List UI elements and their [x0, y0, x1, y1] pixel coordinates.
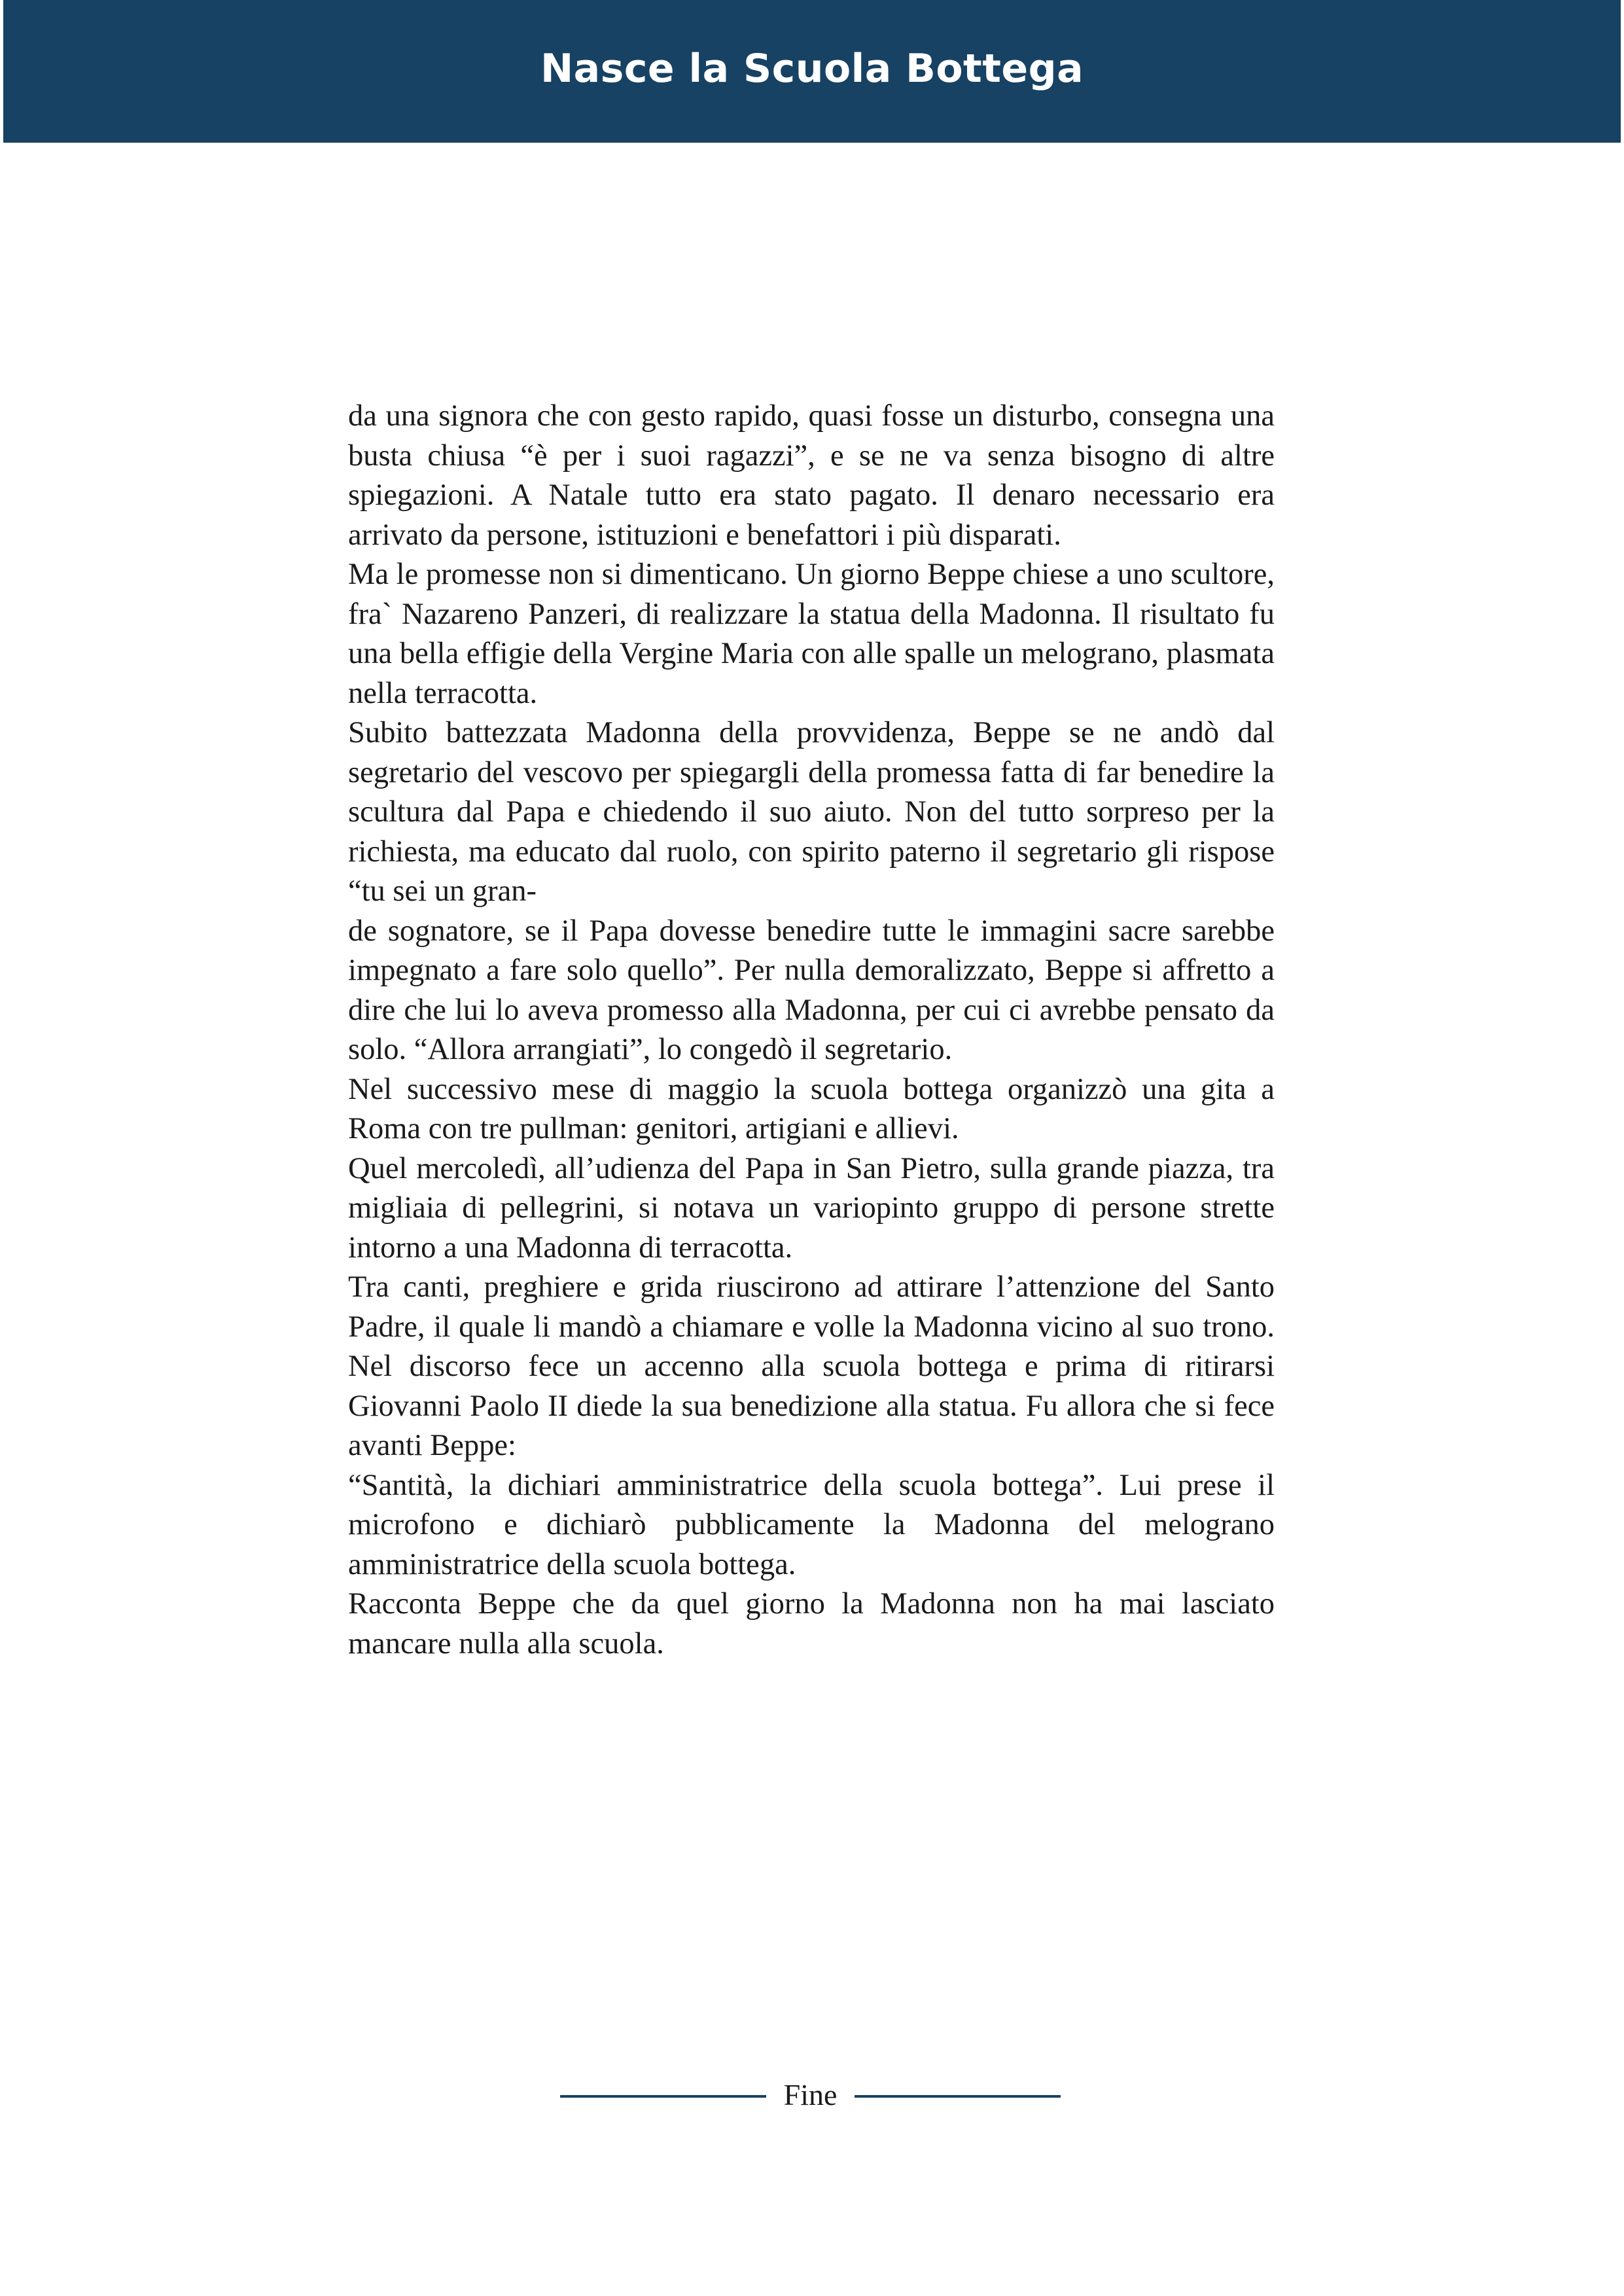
paragraph: Subito battezzata Madonna della provvidenza, Beppe se ne andò dal segretario del vescovo per spiegargli della promessa fatta di far benedire la scultura dal Papa e chiedendo il suo aiuto. Non del tutto sorpreso per la richiesta, ma educato dal ruolo, con spirito paterno il segretario gli rispose “tu sei un gran-: [348, 716, 1275, 908]
paragraph: “Santità, la dichiari amministratrice della scuola bottega”. Lui prese il microfono e dichiarò pubblicamente la Madonna del melograno amministratrice della scuola bottega.: [348, 1468, 1275, 1581]
footer-rule-right: [855, 2095, 1061, 2098]
footer: [0, 2076, 1624, 2115]
paragraph: Tra canti, preghiere e grida riuscirono ad attirare l’attenzione del Santo Padre, il quale li mandò a chiamare e volle la Madonna vicino al suo trono. Nel discorso fece un accenno alla scuola bottega e prima di ritirarsi Giovanni Paolo II diede la sua benedizione alla statua. Fu allora che si fece avanti Beppe:: [348, 1270, 1275, 1462]
paragraph: Ma le promesse non si dimenticano. Un giorno Beppe chiese a uno scultore, fra` Nazareno Panzeri, di realizzare la statua della Madonna. Il risultato fu una bella effigie della Vergine Maria con alle spalle un melograno, plasmata nella terracotta.: [348, 558, 1275, 710]
footer-rule-left: [560, 2095, 766, 2098]
page-title: Nasce la Scuola Bottega: [540, 46, 1084, 92]
paragraph: Racconta Beppe che da quel giorno la Madonna non ha mai lasciato mancare nulla alla scuola.: [348, 1587, 1275, 1660]
paragraph: Quel mercoledì, all’udienza del Papa in San Pietro, sulla grande piazza, tra migliaia di pellegrini, si notava un variopinto gruppo di persone strette intorno a una Madonna di terracotta.: [348, 1151, 1275, 1265]
paragraph: de sognatore, se il Papa dovesse benedire tutte le immagini sacre sarebbe impegnato a fare solo quello”. Per nulla demoralizzato, Beppe si affretto a dire che lui lo aveva promesso alla Madonna, per cui ci avrebbe pensato da solo. “Allora arrangiati”, lo congedò il segretario.: [348, 914, 1275, 1066]
paragraph: Nel successivo mese di maggio la scuola bottega organizzò una gita a Roma con tre pullman: genitori, artigiani e allievi.: [348, 1072, 1275, 1145]
paragraph: da una signora che con gesto rapido, quasi fosse un disturbo, consegna una busta chiusa “è per i suoi ragazzi”, e se ne va senza bisogno di altre spiegazioni. A Natale tutto era stato pagato. Il denaro necessario era arrivato da persone, istituzioni e benefattori i più disparati.: [348, 399, 1275, 552]
header-bar: [3, 0, 1621, 143]
end-label: Fine: [783, 2078, 838, 2111]
body-text: [348, 397, 1275, 1664]
